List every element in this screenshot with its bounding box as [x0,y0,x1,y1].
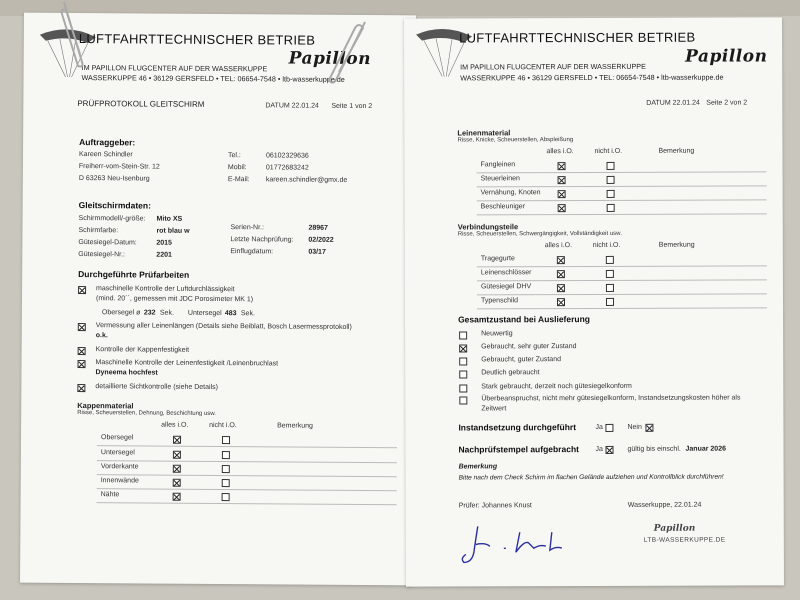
canopy-row-notok-checkbox[interactable] [222,451,230,459]
connector-row-notok-checkbox[interactable] [606,284,614,292]
check-line-strength-material: Dyneema hochfest [95,369,158,377]
email-value: kareen.schindler@gmx.de [265,176,348,184]
row-divider [477,213,767,215]
row-divider [477,171,767,173]
check-visual-label: detaillierte Sichtkontrolle (siehe Details) [95,383,218,392]
protocol-page-1 [20,13,416,586]
check-lines-label: Vermessung aller Leinenlängen (Details siehe Beiblatt, Bosch Lasermessprotokoll) [95,322,352,331]
obersegel-label: Obersegel ø [101,309,141,317]
flight-date-value: 03/17 [308,248,326,256]
color-label: Schirmfarbe: [78,227,119,235]
repair-yes-checkbox[interactable] [605,424,613,432]
canopy-row-ok-checkbox[interactable] [173,436,181,444]
paper-clip-icon [52,0,92,70]
repair-no-checkbox[interactable] [645,424,653,432]
client-city: D 63263 Neu-Isenburg [78,175,150,183]
glider-heading: Gleitschirmdaten: [78,200,151,211]
stamp-valid-label: gültig bis einschl. [627,445,681,453]
condition-option-checkbox[interactable] [459,344,467,352]
line-row-notok-checkbox[interactable] [607,162,615,170]
stamp-yes-label: Ja [595,445,603,453]
mobil-value: 01772683242 [265,164,309,172]
check-line-strength-checkbox[interactable] [78,360,86,368]
connectors-heading: Verbindungsteile [457,222,519,232]
row-divider [477,279,767,281]
line-row-ok-checkbox[interactable] [558,204,566,212]
connector-row-label: Tragegurte [480,255,515,263]
line-material-desc: Risse, Knicke, Scheuerstellen, Abspleißung [457,137,574,144]
condition-option-checkbox[interactable] [459,357,467,365]
connector-row-label: Leinenschlösser [480,269,532,277]
col-ok: alles i.O. [546,148,574,156]
row-divider [477,199,767,201]
connector-row-ok-checkbox[interactable] [557,298,565,306]
canopy-row-label: Untersegel [100,449,135,457]
condition-option-label: Stark gebraucht, derzeit noch gütesiegelkonform [481,382,632,391]
seal-date-label: Gütesiegel-Datum: [78,239,137,247]
line-material-heading: Leinenmaterial [457,128,511,138]
stamp-valid-date: Januar 2026 [685,445,727,453]
connector-row-notok-checkbox[interactable] [606,270,614,278]
client-street: Freiherr-vom-Stein-Str. 12 [78,163,160,171]
row-divider [477,185,767,187]
company-subline: IM PAPILLON FLUGCENTER AUF DER WASSERKUPPE [460,61,646,72]
page-number: Seite 2 von 2 [706,99,748,107]
check-line-strength-label: Maschinelle Kontrolle der Leinenfestigkeit /Leinenbruchlast [95,359,279,368]
papillon-logo: Papillon [685,46,768,67]
obersegel-unit: Sek. [159,309,174,317]
row-divider [477,307,767,309]
serial-label: Serien-Nr.: [230,224,264,232]
connector-row-label: Gütesiegel DHV [480,283,532,291]
row-divider [97,474,397,477]
col-ok: alles i.O. [161,421,189,429]
client-name: Kareen Schindler [78,151,133,159]
company-address: WASSERKUPPE 46 • 36129 GERSFELD • TEL: 06654-7548 • ltb-wasserkuppe.de [460,72,724,83]
document-date: DATUM 22.01.24 [265,102,319,110]
row-divider [97,460,397,463]
tel-value: 06102329636 [265,152,309,160]
canopy-material-heading: Kappenmaterial [77,401,134,411]
remark-heading: Bemerkung [458,463,498,471]
condition-option-checkbox[interactable] [459,384,467,392]
company-address: WASSERKUPPE 46 • 36129 GERSFELD • TEL: 06654-7548 • ltb-wasserkuppe.de [81,73,345,84]
last-check-value: 02/2022 [308,236,334,244]
check-porosity-detail: (mind. 20´´, gemessen mit JDC Porosimeter MK 1) [95,295,254,304]
line-row-ok-checkbox[interactable] [558,162,566,170]
document-date: DATUM 22.01.24 [646,99,700,107]
seal-nr-label: Gütesiegel-Nr.: [78,251,126,259]
connector-row-label: Typenschild [480,297,518,305]
canopy-row-notok-checkbox[interactable] [222,465,230,473]
canopy-material-desc: Risse, Scheuerstellen, Dehnung, Beschichtung usw. [77,410,216,417]
row-divider [97,488,397,491]
connector-row-notok-checkbox[interactable] [606,298,614,306]
line-row-ok-checkbox[interactable] [558,176,566,184]
row-divider [97,445,397,448]
check-canopy-checkbox[interactable] [78,347,86,355]
row-divider [97,502,397,505]
canopy-row-ok-checkbox[interactable] [173,479,181,487]
connector-row-notok-checkbox[interactable] [606,256,614,264]
stamp-logo: Papillon [653,523,696,534]
canopy-row-label: Innenwände [100,477,139,485]
client-heading: Auftraggeber: [79,137,136,148]
condition-option-label: Gebraucht, guter Zustand [481,356,561,364]
untersegel-label: Untersegel [187,309,222,318]
paper-clip-icon [325,20,375,90]
condition-option-checkbox[interactable] [459,396,467,404]
color-value: rot blau w [156,227,190,235]
line-row-notok-checkbox[interactable] [607,190,615,198]
repair-no-label: Nein [627,423,642,431]
document-title: PRÜFPROTOKOLL GLEITSCHIRM [77,99,205,109]
canopy-row-label: Vorderkante [100,463,139,471]
canopy-row-ok-checkbox[interactable] [173,493,181,501]
col-remark: Bemerkung [658,147,695,155]
col-ok: alles i.O. [544,242,573,250]
handwritten-signature [456,518,566,568]
tel-label: Tel.: [227,152,241,160]
repair-label: Instandsetzung durchgeführt [458,422,577,433]
line-row-ok-checkbox[interactable] [558,190,566,198]
company-subline: IM PAPILLON FLUGCENTER AUF DER WASSERKUPPE [81,63,268,74]
condition-option-label: Deutlich gebraucht [481,369,540,377]
model-label: Schirmmodell/-größe: [78,215,146,223]
remark-text: Bitte nach dem Check Schirm im flachen Gelände aufziehen und Kontrollblick durchführen! [458,473,724,482]
protocol-page-2 [404,17,784,586]
repair-yes-label: Ja [595,423,603,431]
obersegel-value: 232 [143,309,156,317]
line-row-label: Beschleuniger [480,203,526,211]
check-porosity-label: maschinelle Kontrolle der Luftdurchlässigkeit [96,285,235,294]
row-divider [477,265,767,267]
col-not-ok: nicht i.O. [592,241,621,250]
last-check-label: Letzte Nachprüfung: [230,236,294,244]
condition-option-checkbox[interactable] [459,370,467,378]
canopy-row-notok-checkbox[interactable] [222,493,230,501]
line-row-label: Fangleinen [480,161,516,169]
condition-option-checkbox[interactable] [459,331,467,339]
canopy-row-notok-checkbox[interactable] [222,436,230,444]
check-visual-checkbox[interactable] [77,384,85,392]
canopy-row-ok-checkbox[interactable] [173,465,181,473]
check-lines-result: o.k. [95,332,108,340]
col-not-ok: nicht i.O. [209,421,237,430]
connector-row-ok-checkbox[interactable] [557,256,565,264]
inspector-name: Prüfer: Johannes Knust [458,502,532,510]
connectors-desc: Risse, Scheuerstellen, Schwergängigkeit, Vollständigkeit usw. [457,230,622,238]
condition-heading: Gesamtzustand bei Auslieferung [458,314,591,325]
col-remark: Bemerkung [277,422,313,430]
papillon-logo: Papillon [288,48,372,70]
check-lines-checkbox[interactable] [78,323,86,331]
company-title: LUFTFAHRTTECHNISCHER BETRIEB [78,31,316,48]
condition-option-label-cont: Zeitwert [481,405,507,413]
canopy-row-label: Nähte [100,491,120,499]
col-not-ok: nicht i.O. [594,147,623,155]
line-row-notok-checkbox[interactable] [607,204,615,212]
page-number: Seite 1 von 2 [331,102,373,111]
stamp-yes-checkbox[interactable] [606,446,614,454]
line-row-label: Steuerleinen [480,175,520,183]
line-row-notok-checkbox[interactable] [607,176,615,184]
email-label: E-Mail: [227,176,250,184]
serial-value: 28967 [308,224,328,232]
checks-heading: Durchgeführte Prüfarbeiten [78,269,190,280]
condition-option-label: Gebraucht, sehr guter Zustand [481,343,577,351]
model-value: Mito XS [156,215,183,223]
canopy-row-ok-checkbox[interactable] [173,451,181,459]
untersegel-value: 483 [224,310,237,318]
mobil-label: Mobil: [227,164,247,172]
stamp-label: Nachprüfstempel aufgebracht [458,444,579,455]
check-canopy-label: Kontrolle der Kappenfestigkeit [95,346,190,354]
condition-option-label: Neuwertig [481,330,513,338]
untersegel-unit: Sek. [240,310,255,318]
stamp-url: LTB-WASSERKUPPE.DE [643,536,726,544]
place-date: Wasserkuppe, 22.01.24 [627,501,702,509]
connector-row-ok-checkbox[interactable] [557,270,565,278]
company-title: LUFTFAHRTTECHNISCHER BETRIEB [459,29,696,46]
canopy-row-notok-checkbox[interactable] [222,479,230,487]
condition-option-label: Überbeanspruchst, nicht mehr gütesiegelkonform, Instandsetzungskosten höher als [481,394,741,403]
seal-nr-value: 2201 [156,251,172,259]
line-row-label: Vernähung, Knoten [480,189,541,197]
row-divider [477,293,767,295]
check-porosity-checkbox[interactable] [78,286,86,294]
flight-date-label: Einflugdatum: [230,248,274,256]
seal-date-value: 2015 [156,239,172,247]
col-remark: Bemerkung [658,241,695,249]
connector-row-ok-checkbox[interactable] [557,284,565,292]
canopy-row-label: Obersegel [101,434,134,442]
